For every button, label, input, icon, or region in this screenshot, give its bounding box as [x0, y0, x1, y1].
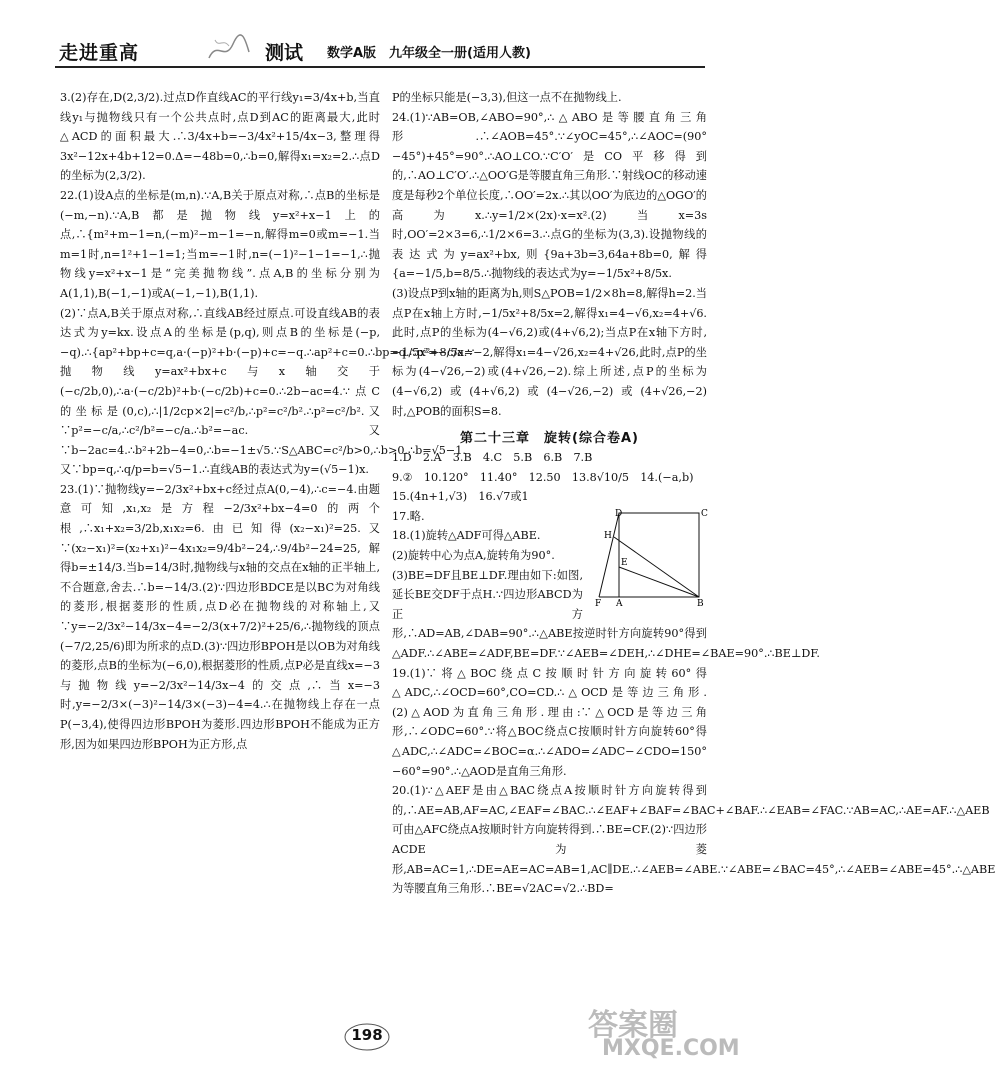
test-label: 测试: [265, 42, 304, 64]
label-E: E: [621, 557, 628, 568]
watermark: [588, 1000, 740, 1066]
label-C: C: [701, 508, 708, 519]
answer-paragraph: 18.(1)旋转△ADF可得△ABE.: [392, 529, 541, 543]
ornament-icon: [205, 32, 251, 64]
answer-paragraph: P的坐标只能是(−3,3),但这一点不在抛物线上.: [392, 91, 622, 104]
label-F: F: [595, 598, 602, 609]
answer-paragraph: (2)旋转中心为点A,旋转角为90°.: [392, 549, 555, 563]
answer-paragraph: 24.(1)∵AB=OB,∠ABO=90°,∴△ABO是等腰直角三角形.∴∠AOB=45°.∵∠yOC=45°,∴∠AOC=(90°−45°)+45°=90°.∴AO⊥CO.∵C′O′是CO平移得到的,∴AO⊥C′O′.∴△OO′G是等腰直角三角形.∵射线OC的移动速度是每秒2个单位长度,∴OO′=2x.∴其以OO′为底边的△OGO′的高为x.∴y=1/2×(2x)·x=x².(2)当x=3s时,OO′=2×3=6,∴1/2×6=3.∴点G的坐标为(3,3).设抛物线的表达式为y=ax²+bx,则{9a+3b=3,64a+8b=0,解得{a=−1/5,b=8/5.∴抛物线的表达式为y=−1/5x²+8/5x.: [392, 110, 707, 281]
answer-paragraph: 22.(1)设A点的坐标是(m,n).∵A,B关于原点对称,∴点B的坐标是(−m,−n).∵A,B都是抛物线y=x²+x−1上的点,∴{m²+m−1=n,(−m)²−m−1=−n,解得m=0或m=−1.当m=1时,n=1²+1−1=1;当m=−1时,n=(−1)²−1−1=−1,∴抛物线y=x²+x−1是“完美抛物线”.点A,B的坐标分别为A(1,1),B(−1,−1)或A(−1,−1),B(1,1).: [60, 188, 380, 300]
page-number: [342, 1020, 392, 1054]
answer-paragraph: 19.(1)∵将△BOC绕点C按顺时针方向旋转60°得△ADC,∴∠OCD=60°,CO=CD.∴△OCD是等边三角形.(2)△AOD为直角三角形.理由:∵△OCD是等边三角形,∴∠ODC=60°.∵将△BOC绕点C按顺时针方向旋转60°得△ADC,∴∠ADC=∠BOC=α.∴∠ADO=∠ADC−∠CDO=150°−60°=90°.∴△AOD是直角三角形.: [392, 666, 707, 778]
answer-paragraph: (3)BE=DF且BE⊥DF.理由如下:如图,延长BE交DF于点H.∵四边形ABCD为正方形,∴AD=AB,∠DAB=90°.∴△ABE按逆时针方向旋转90°得到△ADF.∴∠ABE=∠ADF,BE=DF.∵∠AEB=∠DEH,∴∠DHE=∠BAE=90°.∴BE⊥DF.: [392, 568, 820, 661]
answer-paragraph: (3)设点P到x轴的距离为h,则S△POB=1/2×8h=8,解得h=2.当点P在x轴上方时,−1/5x²+8/5x=2,解得x₁=4−√6,x₂=4+√6.此时,点P的坐标为(4−√6,2)或(4+√6,2);当点P在x轴下方时,−1/5x²+8/5x=−2,解得x₁=4−√26,x₂=4+√26,此时,点P的坐标为(4−√26,−2)或(4+√26,−2).综上所述,点P的坐标为(4−√6,2)或(4+√6,2)或(4−√26,−2)或(4+√26,−2)时,△POB的面积S=8.: [392, 286, 707, 418]
right-column: [392, 88, 995, 899]
answer-row: 1.D 2.A 3.B 4.C 5.B 6.B 7.B: [392, 451, 593, 465]
answer-row: 9.② 10.120° 11.40° 12.50 13.8√10/5 14.(−a,b): [392, 470, 694, 484]
answer-paragraph: 23.(1)∵抛物线y=−2/3x²+bx+c经过点A(0,−4),∴c=−4.由题意可知,x₁,x₂是方程−2/3x²+bx−4=0的两个根,∴x₁+x₂=3/2b,x₁x₂=6.由已知得(x₂−x₁)²=25.又∵(x₂−x₁)²=(x₂+x₁)²−4x₁x₂=9/4b²−24,∴9/4b²−24=25,解得b=±14/3.当b=14/3时,抛物线与x轴的交点在x轴的正半轴上,不合题意,舍去.∴b=−14/3.(2)∵四边形BDCE是以BC为对角线的菱形,根据菱形的性质,点D必在抛物线的对称轴上,又∵y=−2/3x²−14/3x−4=−2/3(x+7/2)²+25/6,∴抛物线的顶点(−7/2,25/6)即为所求的点D.(3)∵四边形BPOH是以OB为对角线的菱形,点B的坐标为(−6,0),根据菱形的性质,点P必是直线x=−3与抛物线y=−2/3x²−14/3x−4的交点,∴当x=−3时,y=−2/3×(−3)²−14/3×(−3)−4=4.∴在抛物线上存在一点P(−3,4),使得四边形BPOH为菱形.四边形BPOH不能成为正方形,因为如果四边形BPOH为正方形,点: [60, 482, 380, 751]
brand-title: 走进重高: [59, 42, 140, 64]
label-A: A: [616, 598, 623, 609]
label-B: B: [697, 598, 704, 609]
watermark-logo: 答案圈: [588, 1008, 678, 1043]
label-H: H: [604, 530, 612, 541]
label-D: D: [615, 508, 623, 519]
chapter-title: 第二十三章 旋转(综合卷A): [460, 431, 639, 447]
answer-row: 17.略.: [392, 509, 425, 523]
answer-paragraph: (2)∵点A,B关于原点对称,∴直线AB经过原点.可设直线AB的表达式为y=kx.设点A的坐标是(p,q),则点B的坐标是(−p,−q).∴{ap²+bp+c=q,a·(−p)²+b·(−p)+c=−q.∴ap²+c=0.∴bp=q.∴p²=−c/a.∵抛物线y=ax²+bx+c与x轴交于(−c/2b,0),∴a·(−c/2b)²+b·(−c/2b)+c=0.∴2b−ac=4.∵点C的坐标是(0,c),∴|1/2cp×2|=c²/b,∴p²=c²/b².∴p²=c²/b².又∵p²=−c/a,∴c²/b²=−c/a.∴b²=−ac.又∵b−2ac=4.∴b²+2b−4=0,∴b=−1±√5.∵S△ABC=c²/b>0,∴b>0.∴b=√5−1.又∵bp=q,∴q/p=b=√5−1.∴直线AB的表达式为y=(√5−1)x.: [60, 306, 475, 477]
page-header: [55, 32, 705, 68]
answer-paragraph: 3.(2)存在,D(2,3/2).过点D作直线AC的平行线y₁=3/4x+b,当直线y₁与抛物线只有一个公共点时,点D到AC的距离最大,此时△ACD的面积最大.∴3/4x+b=−3/4x²+15/4x−3,整理得3x²−12x+4b+12=0.Δ=−48b=0,∴b=0,解得x₁=x₂=2.∴点D的坐标为(2,3/2).: [60, 91, 380, 183]
answer-row: 15.(4n+1,√3) 16.√7或1: [392, 490, 529, 504]
book-subtitle: 数学A版 九年级全一册(适用人教): [327, 46, 531, 61]
page-number-text: 198: [351, 1026, 383, 1044]
square-figure: [589, 507, 707, 607]
watermark-url: MXQE.COM: [602, 1036, 740, 1061]
answer-paragraph: 20.(1)∵△AEF是由△BAC绕点A按顺时针方向旋转得到的,∴AE=AB,AF=AC,∠EAF=∠BAC.∴∠EAF+∠BAF=∠BAC+∠BAF.∴∠EAB=∠FAC.∵AB=AC,∴AE=AF.∴△AEB可由△AFC绕点A按顺时针方向旋转得到.∴BE=CF.(2)∵四边形ACDE为菱形,AB=AC=1,∴DE=AE=AC=AB=1,AC∥DE.∴∠AEB=∠ABE.∵∠ABE=∠BAC=45°,∴∠AEB=∠ABE=45°.∴△ABE为等腰直角三角形.∴BE=√2AC=√2.∴BD=: [392, 784, 995, 896]
